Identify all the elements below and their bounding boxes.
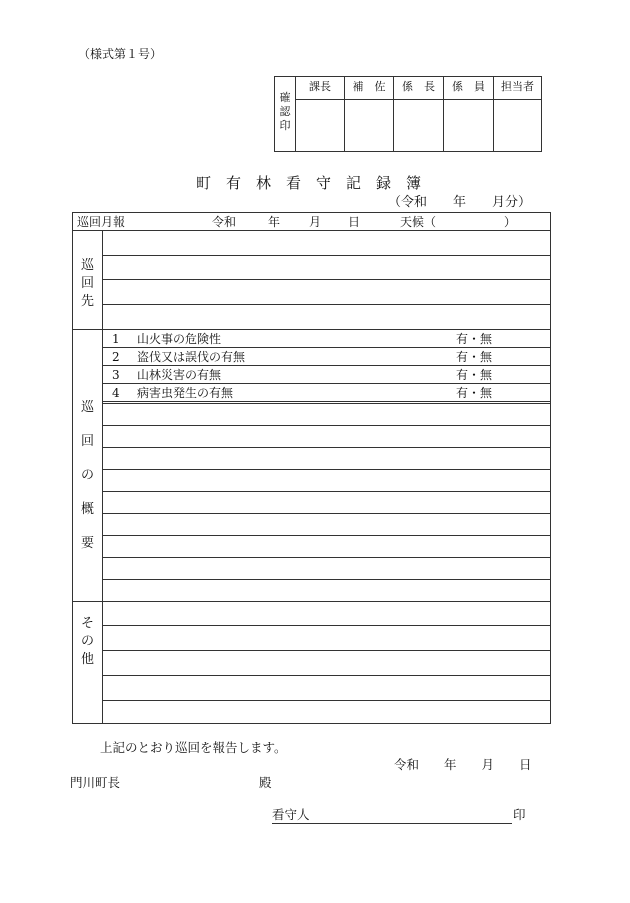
check-text: 病害虫発生の有無 — [137, 386, 234, 400]
summary-row-line[interactable] — [102, 557, 550, 558]
approval-col-label: 課長 — [296, 77, 344, 100]
weather-close: ） — [504, 215, 517, 229]
summary-row-line[interactable] — [102, 579, 550, 580]
other-row-line[interactable] — [102, 675, 550, 676]
section-divider — [73, 329, 550, 330]
divider — [73, 230, 550, 231]
destination-row-line[interactable] — [102, 279, 550, 280]
destination-row-line[interactable] — [102, 304, 550, 305]
label-char: 巡 — [80, 400, 94, 415]
check-number: 3 — [112, 368, 120, 382]
report-day-unit: 日 — [348, 215, 361, 229]
label-char: の — [80, 634, 94, 649]
summary-row-line[interactable] — [102, 535, 550, 536]
report-era: 令和 — [212, 215, 237, 229]
report-statement: 上記のとおり巡回を報告します。 — [100, 740, 287, 755]
other-row-line[interactable] — [102, 700, 550, 701]
check-text: 山火事の危険性 — [137, 332, 222, 346]
check-answer[interactable]: 有・無 — [456, 386, 493, 400]
record-table — [72, 212, 551, 724]
other-row-line[interactable] — [102, 650, 550, 651]
label-char: の — [80, 468, 94, 483]
approval-col-person-in-charge[interactable] — [493, 77, 541, 151]
confirm-seal-text: 確認印 — [279, 91, 291, 132]
summary-row-line[interactable] — [102, 469, 550, 470]
approval-col-label: 係 長 — [394, 77, 443, 100]
summary-row-line[interactable] — [102, 491, 550, 492]
section-label-summary — [73, 391, 102, 561]
label-char: 要 — [80, 536, 94, 551]
check-answer[interactable]: 有・無 — [456, 368, 493, 382]
reporter-label: 看守人 — [272, 807, 310, 822]
section-label-destinations — [73, 257, 102, 311]
check-row-line — [102, 383, 550, 384]
label-char: 先 — [80, 294, 94, 309]
label-char: 他 — [80, 652, 94, 667]
approval-col-section-chief[interactable] — [295, 77, 344, 151]
label-char: 回 — [80, 276, 94, 291]
destination-row-line[interactable] — [102, 255, 550, 256]
label-char: 概 — [80, 502, 94, 517]
check-number: 4 — [112, 386, 120, 400]
report-year-unit: 年 — [268, 215, 281, 229]
summary-row-line[interactable] — [102, 447, 550, 448]
section-label-other — [73, 615, 102, 669]
form-number: （様式第１号） — [78, 47, 163, 61]
check-row-line-double — [102, 403, 550, 404]
approval-col-label: 担当者 — [494, 77, 541, 100]
report-date[interactable]: 令和 年 月 日 — [394, 757, 532, 772]
addressee: 門川町長 — [70, 775, 121, 790]
reporter-signature-line[interactable] — [272, 823, 512, 824]
seal-mark: 印 — [513, 807, 526, 822]
approval-col-label: 補 佐 — [345, 77, 393, 100]
check-row-line-double — [102, 401, 550, 402]
approval-stamp-table — [274, 76, 542, 152]
check-text: 山林災害の有無 — [137, 368, 222, 382]
check-number: 2 — [112, 350, 120, 364]
summary-row-line[interactable] — [102, 513, 550, 514]
label-char: 巡 — [80, 258, 94, 273]
weather-label: 天候（ — [400, 215, 437, 229]
report-month-unit: 月 — [309, 215, 322, 229]
check-row-line — [102, 365, 550, 366]
confirm-seal-label — [275, 77, 295, 151]
label-char: 回 — [80, 434, 94, 449]
approval-col-unit-chief[interactable] — [393, 77, 443, 151]
check-answer[interactable]: 有・無 — [456, 350, 493, 364]
section-divider — [73, 601, 550, 602]
approval-col-assistant[interactable] — [344, 77, 393, 151]
check-answer[interactable]: 有・無 — [456, 332, 493, 346]
summary-row-line[interactable] — [102, 425, 550, 426]
honorific: 殿 — [259, 775, 272, 790]
label-char: そ — [80, 616, 94, 631]
approval-col-label: 係 員 — [444, 77, 493, 100]
check-number: 1 — [112, 332, 120, 346]
check-text: 盗伐又は誤伐の有無 — [137, 350, 246, 364]
period-field[interactable]: （令和 年 月分） — [388, 195, 532, 210]
check-row-line — [102, 347, 550, 348]
report-label: 巡回月報 — [77, 215, 126, 229]
page-title: 町 有 林 看 守 記 録 簿 — [196, 174, 422, 192]
other-row-line[interactable] — [102, 625, 550, 626]
approval-col-staff[interactable] — [443, 77, 493, 151]
